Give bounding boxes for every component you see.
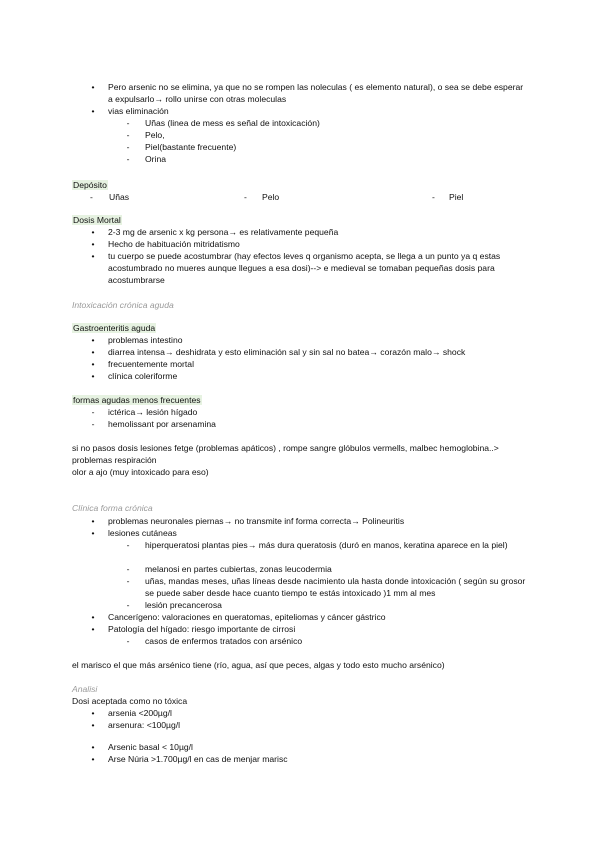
list-item — [0, 154, 600, 166]
list-item — [0, 118, 600, 130]
paragraph-marisco: el marisco el que más arsénico tiene (río, agua, así que peces, algas y todo esto mucho arsénico) — [72, 660, 445, 670]
list-item — [0, 540, 600, 564]
list-item-text: ictérica→ lesión hígado — [108, 407, 198, 417]
list-item — [0, 624, 600, 636]
bullet: • — [91, 82, 95, 92]
bullet: • — [91, 742, 95, 752]
list-item-text: uñas, mandas meses, uñas líneas desde nacimiento ula hasta donde intoxicación ( según su grosor se puede saber desde hace cuanto tiempo te estás intoxicado )1 mm al mes — [145, 576, 526, 598]
bullet: • — [91, 612, 95, 622]
list-item-text: tu cuerpo se puede acostumbrar (hay efectos leves q organismo acepta, se llega a un punto ya q estas acostumbrado no mueres aunque llegues a esa dosi)--> e medieval se tomaban pequeñas dosis para acostumbrarse — [108, 251, 501, 285]
dash: - — [126, 576, 130, 586]
dash: - — [126, 142, 130, 152]
list-item — [0, 82, 600, 106]
list-item — [0, 742, 600, 754]
heading-text: Depósito — [73, 180, 107, 190]
paragraph-lesiones: si no pasos dosis lesiones fetge (problemas apáticos) , rompe sangre glóbulos vermells, malbec hemoglobina..> problemas respiración — [72, 443, 499, 465]
bullet: • — [91, 528, 95, 538]
list-item — [0, 407, 600, 419]
dash: - — [126, 636, 130, 646]
list-item — [0, 419, 600, 431]
section-heading-analisi: Analisi — [72, 684, 98, 694]
section-heading-formas-agudas — [72, 395, 532, 407]
list-item-text: diarrea intensa→ deshidrata y esto eliminación sal y sin sal no batea→ corazón malo→ shock — [108, 347, 466, 357]
list-item-text: Uñas (linea de mess es señal de intoxicación) — [145, 118, 320, 128]
heading-text: Gastroenteritis aguda — [73, 323, 156, 333]
list-item-text: Arse Núria >1.700µg/l en cas de menjar marisc — [108, 754, 288, 764]
list-item — [0, 708, 600, 720]
list-item — [0, 564, 600, 576]
gastro-list — [0, 335, 600, 383]
list-item — [0, 720, 600, 742]
list-item-text: Pelo — [262, 192, 280, 202]
formas-list — [0, 407, 600, 431]
bullet: • — [91, 371, 95, 381]
list-item-text: Cancerígeno: valoraciones en queratomas, epiteliomas y cáncer gástrico — [108, 612, 386, 622]
bullet: • — [91, 227, 95, 237]
list-item-text: Hecho de habituación mitridatismo — [108, 239, 240, 249]
list-item — [0, 371, 600, 383]
section-heading-clinica-cronica: Clínica forma crónica — [72, 503, 153, 513]
list-item — [0, 335, 600, 347]
list-item — [0, 359, 600, 371]
list-item-text: casos de enfermos tratados con arsénico — [145, 636, 303, 646]
dash: - — [91, 407, 95, 417]
list-item-text: lesiones cutáneas — [108, 528, 177, 538]
list-item-text: Orina — [145, 154, 167, 164]
list-item — [0, 142, 600, 154]
list-item-text: 2-3 mg de arsenic x kg persona→ es relativamente pequeña — [108, 227, 339, 237]
list-item — [0, 516, 600, 528]
analisi-list — [0, 708, 600, 766]
dash: - — [126, 540, 130, 550]
dash: - — [91, 419, 95, 429]
bullet: • — [91, 335, 95, 345]
bullet: • — [91, 720, 95, 730]
clinica-list — [0, 516, 600, 648]
list-item-text: melanosi en partes cubiertas, zonas leucodermia — [145, 564, 332, 574]
list-item-text: Pero arsenic no se elimina, ya que no se rompen las noleculas ( es elemento natural), o sea se debe esperar a expulsarlo→ rollo unirse con otras moleculas — [108, 82, 524, 104]
list-item-text: Piel — [449, 192, 464, 202]
list-item-text: frecuentemente mortal — [108, 359, 194, 369]
list-item-text: hiperqueratosi plantas pies→ más dura queratosis (duró en manos, keratina aparece en la piel) — [145, 540, 508, 550]
list-item — [0, 576, 600, 600]
dash: - — [244, 192, 247, 202]
paragraph-olor-ajo: olor a ajo (muy intoxicado para eso) — [72, 467, 209, 477]
heading-text: formas agudas menos frecuentes — [73, 395, 201, 405]
section-heading-intoxicacion: Intoxicación crónica aguda — [72, 300, 174, 310]
dash: - — [126, 564, 130, 574]
heading-text: Dosis Mortal — [73, 215, 121, 225]
list-item-text: clínica coleriforme — [108, 371, 178, 381]
list-item — [0, 251, 600, 287]
dosis-list — [0, 227, 600, 287]
list-item-text: Piel(bastante frecuente) — [145, 142, 237, 152]
bullet: • — [91, 624, 95, 634]
section-heading-gastroenteritis — [72, 323, 532, 335]
list-item-text: problemas neuronales piernas→ no transmite inf forma correcta→ Polineuritis — [108, 516, 405, 526]
dash: - — [126, 130, 130, 140]
list-item — [0, 130, 600, 142]
list-item — [0, 612, 600, 624]
list-item-text: arsenura: <100µg/l — [108, 720, 181, 730]
list-item-text: Uñas — [109, 192, 130, 202]
list-item — [0, 600, 600, 612]
subheading-dosi-aceptada: Dosi aceptada como no tóxica — [72, 696, 188, 706]
list-item-text: problemas intestino — [108, 335, 183, 345]
bullet: • — [91, 251, 95, 261]
arsenic-elimination-list — [0, 82, 600, 166]
list-item — [0, 754, 600, 766]
dash: - — [126, 600, 130, 610]
list-item — [0, 239, 600, 251]
list-item-text: Arsenic basal < 10µg/l — [108, 742, 193, 752]
dash: - — [90, 192, 93, 202]
bullet: • — [91, 516, 95, 526]
bullet: • — [91, 239, 95, 249]
bullet: • — [91, 708, 95, 718]
dash: - — [126, 154, 130, 164]
list-item — [0, 227, 600, 239]
list-item — [0, 636, 600, 648]
list-item — [0, 106, 600, 118]
dash: - — [432, 192, 435, 202]
list-item-text: lesión precancerosa — [145, 600, 222, 610]
list-item-text: arsenia <200µg/l — [108, 708, 172, 718]
section-heading-deposito — [72, 180, 532, 192]
list-item — [0, 528, 600, 540]
list-item — [0, 347, 600, 359]
deposito-row — [72, 192, 532, 204]
list-item-text: Patología del hígado: riesgo importante de cirrosi — [108, 624, 296, 634]
list-item-text: hemolissant por arsenamina — [108, 419, 216, 429]
section-heading-dosis-mortal — [72, 215, 532, 227]
bullet: • — [91, 106, 95, 116]
list-item-text: vias eliminación — [108, 106, 169, 116]
bullet: • — [91, 754, 95, 764]
bullet: • — [91, 359, 95, 369]
bullet: • — [91, 347, 95, 357]
dash: - — [126, 118, 130, 128]
list-item-text: Pelo, — [145, 130, 165, 140]
